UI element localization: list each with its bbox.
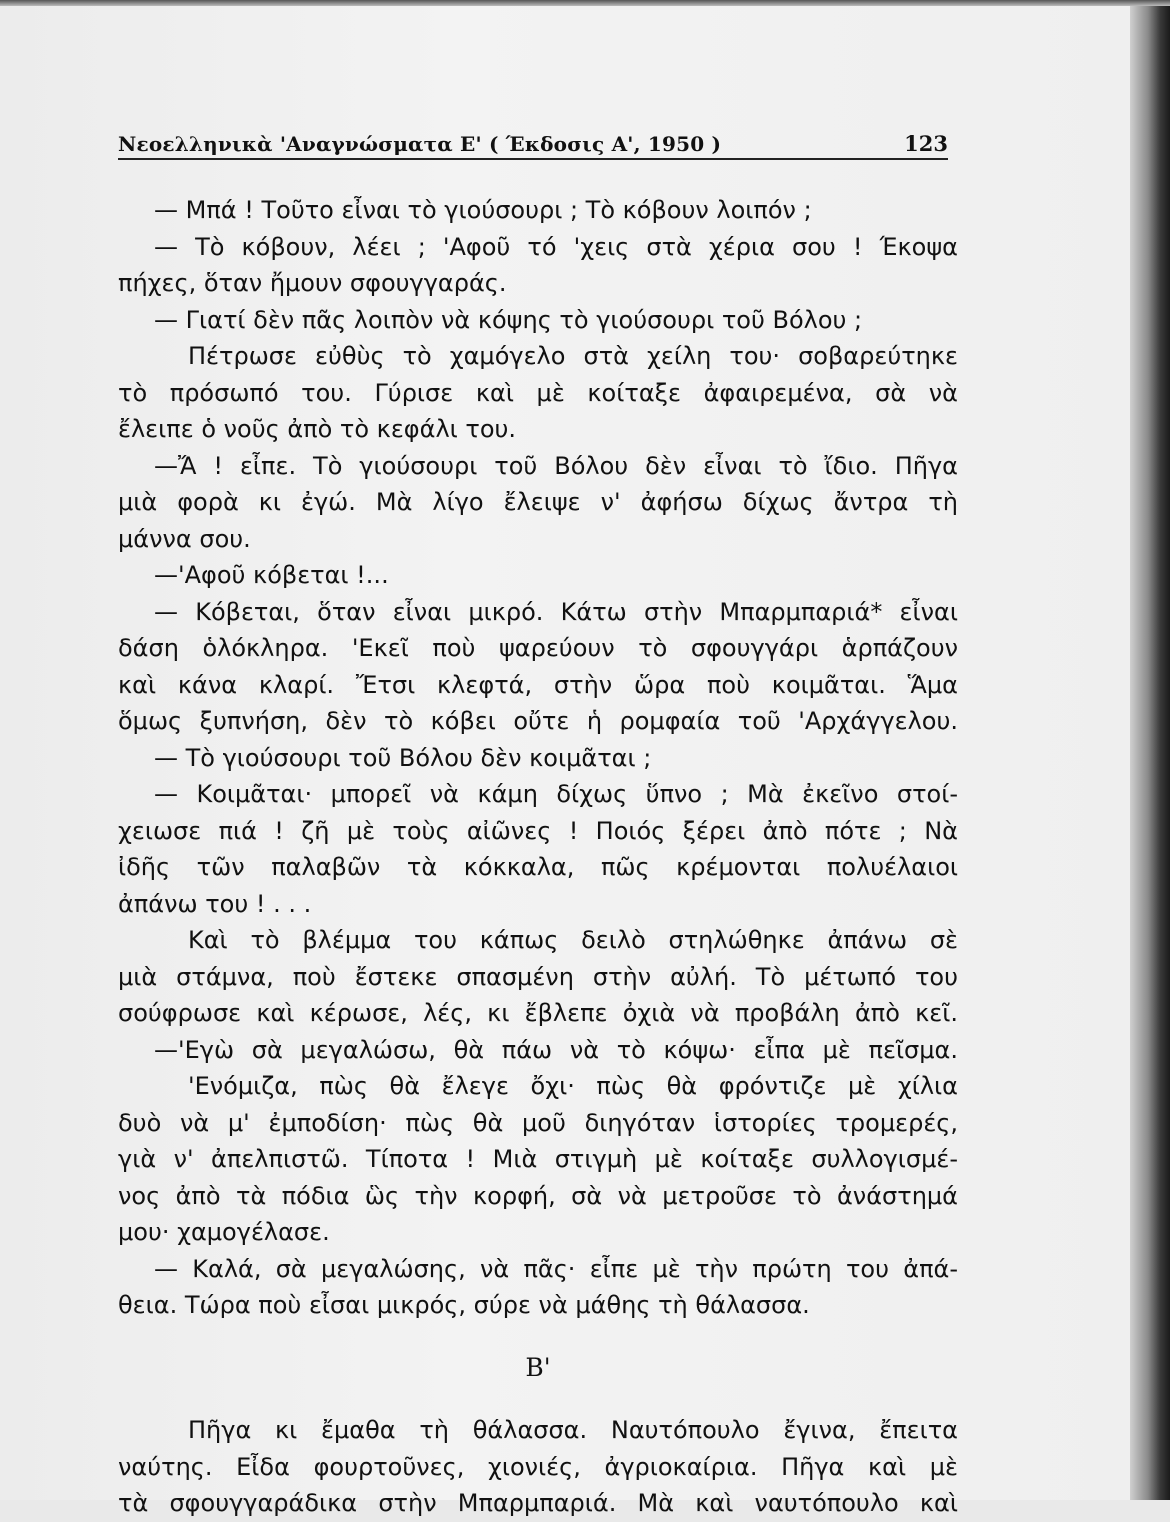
- text-line: ἔλειπε ὁ νοῦς ἀπὸ τὸ κεφάλι του.: [118, 415, 517, 443]
- text-line: — Κοιμᾶται· μπορεῖ νὰ κάμη δίχως ὕπνο ; Μὰ ἐκεῖνο στοί-: [154, 780, 958, 808]
- text-line: καὶ κάνα κλαρί. Ἔτσι κλεφτά, στὴν ὥρα ποὺ κοιμᾶται. Ἅμα: [118, 670, 958, 699]
- text-line: τὸ πρόσωπό του. Γύρισε καὶ μὲ κοίταξε ἀφαιρεμένα, σὰ νὰ: [118, 378, 958, 407]
- text-line: δυὸ νὰ μ' ἐμποδίση· πὼς θὰ μοῦ διηγόταν ἱστορίες τρομερές,: [118, 1108, 958, 1137]
- text-line: — Τὸ γιούσουρι τοῦ Βόλου δὲν κοιμᾶται ;: [154, 743, 652, 772]
- text-line: —'Εγὼ σὰ μεγαλώσω, θὰ πάω νὰ τὸ κόψω· εἶπα μὲ πεῖσμα.: [154, 1035, 958, 1064]
- text-line: νος ἀπὸ τὰ πόδια ὣς τὴν κορφή, σὰ νὰ μετροῦσε τὸ ἀνάστημά: [118, 1181, 958, 1210]
- text-line: μάννα σου.: [118, 524, 251, 553]
- text-line: θεια. Τώρα ποὺ εἶσαι μικρός, σύρε νὰ μάθης τὴ θάλασσα.: [118, 1291, 810, 1319]
- text-part-1: [118, 192, 958, 1324]
- text-line: ὅμως ξυπνήση, δὲν τὸ κόβει οὔτε ἡ ρομφαία τοῦ 'Αρχάγγελου.: [118, 707, 958, 735]
- text-line: —Ἄ ! εἶπε. Τὸ γιούσουρι τοῦ Βόλου δὲν εἶναι τὸ ἴδιο. Πῆγα: [154, 451, 958, 480]
- text-line: γιὰ ν' ἀπελπιστῶ. Τίποτα ! Μιὰ στιγμὴ μὲ κοίταξε συλλογισμέ-: [118, 1145, 958, 1173]
- text-line: — Μπά ! Τοῦτο εἶναι τὸ γιούσουρι ; Τὸ κόβουν λοιπόν ;: [154, 196, 812, 224]
- text-line: πήχες, ὅταν ἤμουν σφουγγαράς.: [118, 269, 507, 297]
- text-line: σούφρωσε καὶ κέρωσε, λές, κι ἔβλεπε ὀχιὰ νὰ προβάλη ἀπὸ κεῖ.: [118, 999, 958, 1027]
- text-line: μου· χαμογέλασε.: [118, 1218, 330, 1246]
- text-line: 'Ενόμιζα, πὼς θὰ ἔλεγε ὄχι· πὼς θὰ φρόντιζε μὲ χίλια: [188, 1072, 958, 1100]
- text-line: — Τὸ κόβουν, λέει ; 'Αφοῦ τό 'χεις στὰ χέρια σου ! Έκοψα: [154, 232, 958, 261]
- text-line: ἰδῆς τῶν παλαβῶν τὰ κόκκαλα, πῶς κρέμονται πολυέλαιοι: [118, 853, 958, 881]
- text-line: Πέτρωσε εὐθὺς τὸ χαμόγελο στὰ χείλη του· σοβαρεύτηκε: [188, 342, 958, 370]
- header-title: Νεοελληνικὰ 'Αναγνώσματα Ε' ( Έκδοσις Α', 1950 ): [118, 132, 722, 156]
- text-line: μιὰ στάμνα, ποὺ ἔστεκε σπασμένη στὴν αὐλή. Τὸ μέτωπό του: [118, 962, 958, 991]
- text-line: — Κόβεται, ὅταν εἶναι μικρό. Κάτω στὴν Μπαρμπαριά* εἶναι: [154, 597, 958, 626]
- text-line: τὰ σφουγγαράδικα στὴν Μπαρμπαριά. Μὰ καὶ ναυτόπουλο καὶ: [118, 1489, 958, 1517]
- text-line: ἀπάνω του ! . . .: [118, 889, 312, 918]
- text-line: ναύτης. Εἶδα φουρτοῦνες, χιονιές, ἀγριοκαίρια. Πῆγα καὶ μὲ: [118, 1452, 958, 1481]
- text-line: Πῆγα κι ἔμαθα τὴ θάλασσα. Ναυτόπουλο ἔγινα, ἔπειτα: [188, 1416, 958, 1444]
- text-line: χειωσε πιά ! ζῆ μὲ τοὺς αἰῶνες ! Ποιός ξέρει ἀπὸ πότε ; Νὰ: [118, 816, 958, 845]
- text-line: — Γιατί δὲν πᾶς λοιπὸν νὰ κόψης τὸ γιούσουρι τοῦ Βόλου ;: [154, 305, 863, 334]
- page-number: 123: [904, 131, 948, 156]
- body-text: [118, 192, 958, 1522]
- section-heading: Β': [525, 1352, 551, 1382]
- text-line: μιὰ φορὰ κι ἐγώ. Μὰ λίγο ἔλειψε ν' ἀφήσω δίχως ἄντρα τὴ: [118, 488, 958, 516]
- text-line: Καὶ τὸ βλέμμα του κάπως δειλὸ στηλώθηκε ἀπάνω σὲ: [188, 926, 958, 954]
- text-line: δάση ὁλόκληρα. 'Εκεῖ ποὺ ψαρεύουν τὸ σφουγγάρι ἁρπάζουν: [118, 634, 958, 662]
- text-part-2: [118, 1412, 958, 1522]
- page-edge: [1130, 0, 1170, 1500]
- text-line: — Καλά, σὰ μεγαλώσης, νὰ πᾶς· εἶπε μὲ τὴν πρώτη του ἀπά-: [154, 1254, 958, 1283]
- running-header: [118, 128, 948, 160]
- text-line: —'Αφοῦ κόβεται !...: [154, 561, 389, 589]
- top-edge: [0, 0, 1170, 6]
